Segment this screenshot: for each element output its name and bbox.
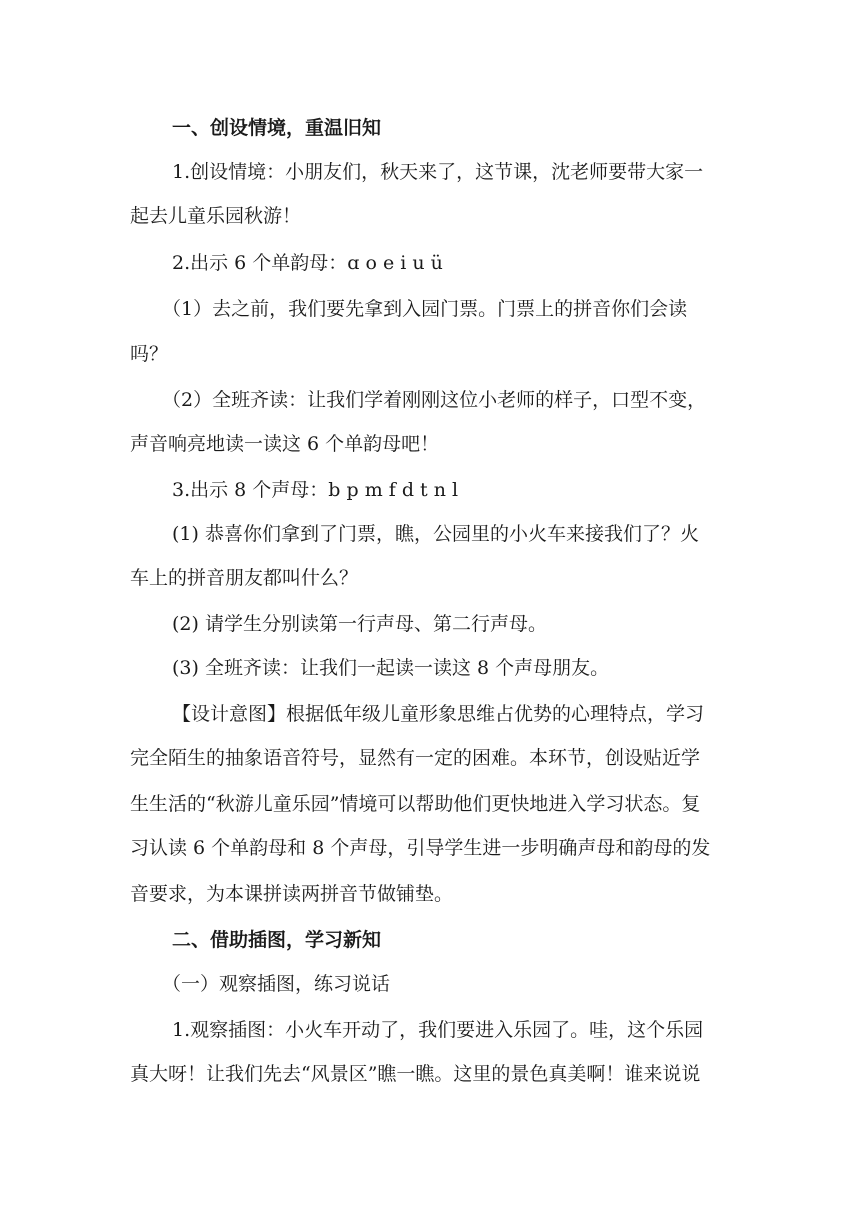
paragraph-4-line-2: 声音响亮地读一读这 6 个单韵母吧！: [130, 433, 440, 455]
paragraph-2: 2.出示 6 个单韵母：ɑ o e i u ü: [172, 252, 443, 274]
paragraph-9-line-3: 生生活的“秋游儿童乐园”情境可以帮助他们更快地进入学习状态。复: [130, 793, 701, 815]
paragraph-10-line-1: 1.观察插图：小火车开动了，我们要进入乐园了。哇，这个乐园: [172, 1019, 704, 1041]
paragraph-10-line-2: 真大呀！让我们先去“风景区”瞧一瞧。这里的景色真美啊！谁来说说: [130, 1063, 701, 1085]
paragraph-5: 3.出示 8 个声母：b p m f d t n l: [172, 479, 459, 501]
paragraph-9-line-1: 【设计意图】根据低年级儿童形象思维占优势的心理特点，学习: [172, 703, 705, 725]
paragraph-7: (2) 请学生分别读第一行声母、第二行声母。: [172, 613, 547, 635]
paragraph-9-line-4: 习认读 6 个单韵母和 8 个声母，引导学生进一步明确声母和韵母的发: [130, 837, 711, 859]
heading-section-2: 二、借助插图，学习新知: [172, 929, 382, 951]
paragraph-4-line-1: （2）全班齐读：让我们学着刚刚这位小老师的样子，口型不变，: [162, 389, 707, 411]
heading-section-1: 一、创设情境，重温旧知: [172, 117, 382, 139]
paragraph-9-line-2: 完全陌生的抽象语音符号，显然有一定的困难。本环节，创设贴近学: [130, 747, 701, 769]
paragraph-6-line-2: 车上的拼音朋友都叫什么？: [130, 567, 359, 589]
paragraph-1-line-2: 起去儿童乐园秋游！: [130, 205, 302, 227]
subheading-1: （一）观察插图，练习说话: [162, 973, 391, 995]
paragraph-6-line-1: (1) 恭喜你们拿到了门票，瞧，公园里的小火车来接我们了？火: [172, 523, 699, 545]
paragraph-3-line-2: 吗？: [130, 343, 169, 365]
paragraph-8: (3) 全班齐读：让我们一起读一读这 8 个声母朋友。: [172, 657, 610, 679]
paragraph-9-line-5: 音要求，为本课拼读两拼音节做铺垫。: [130, 883, 454, 905]
paragraph-3-line-1: （1）去之前，我们要先拿到入园门票。门票上的拼音你们会读: [162, 298, 688, 320]
paragraph-1-line-1: 1.创设情境：小朋友们，秋天来了，这节课，沈老师要带大家一: [172, 161, 704, 183]
